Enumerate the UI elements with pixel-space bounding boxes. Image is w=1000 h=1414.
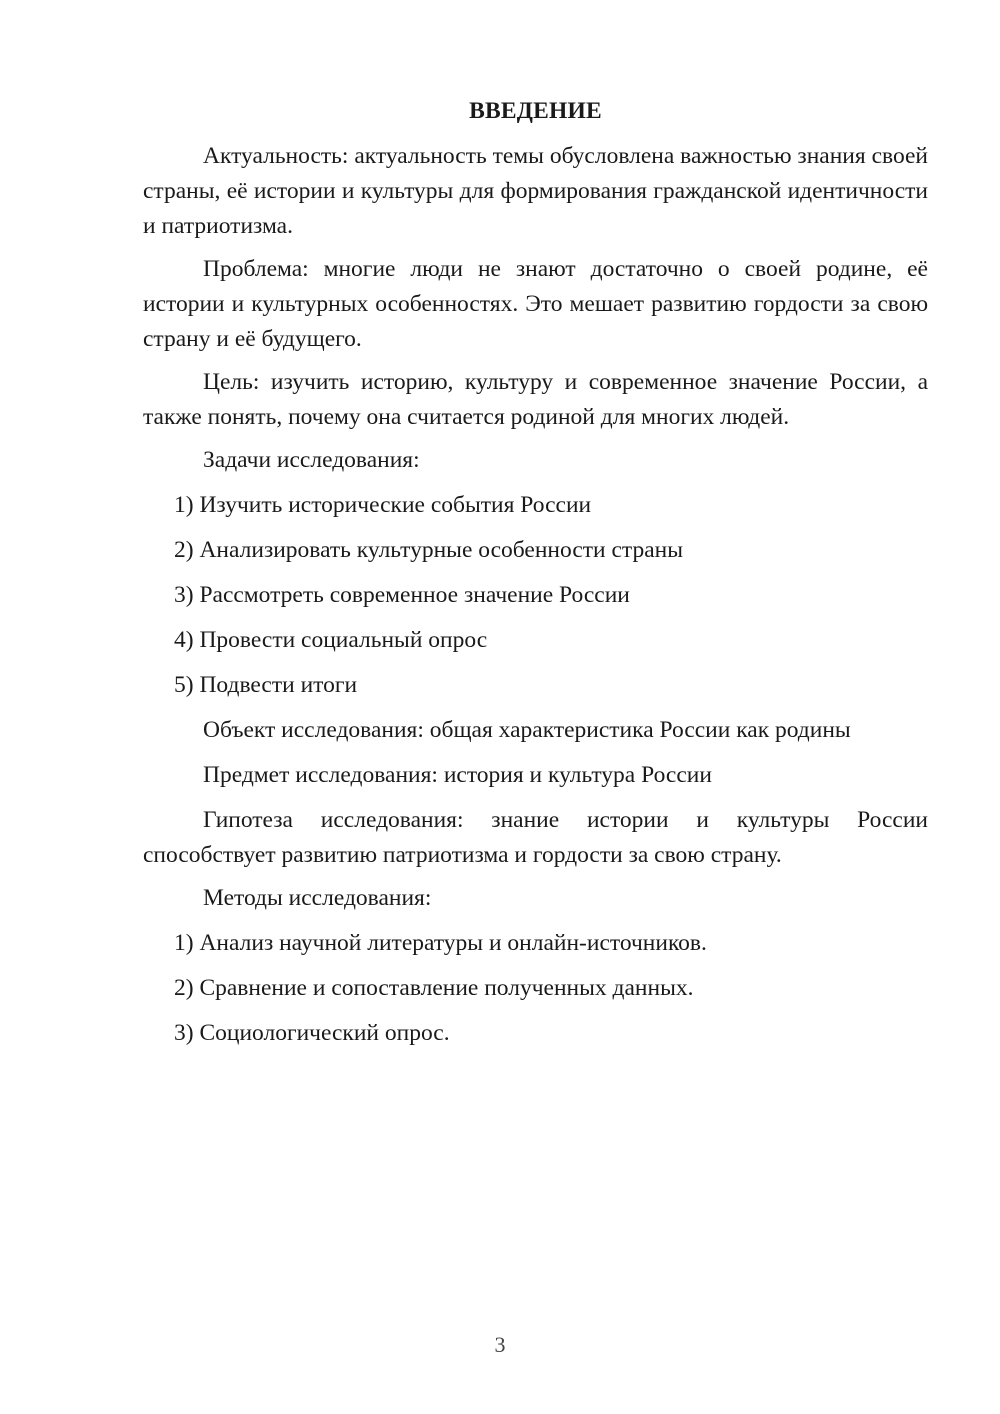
tasks-title: Задачи исследования:	[203, 447, 420, 473]
hypothesis-paragraph: Гипотеза исследования: знание истории и культуры России способствует развитию патриотизма и гордости за свою страну.	[143, 807, 928, 868]
page-content	[143, 95, 928, 1061]
subject-line: Предмет исследования: история и культура России	[203, 762, 712, 788]
section-heading: ВВЕДЕНИЕ	[469, 98, 602, 124]
task-item: 5) Подвести итоги	[174, 672, 358, 698]
task-item: 3) Рассмотреть современное значение России	[174, 582, 630, 608]
method-item: 1) Анализ научной литературы и онлайн-источников.	[174, 930, 707, 956]
goal-paragraph: Цель: изучить историю, культуру и современное значение России, а также понять, почему она считается родиной для многих людей.	[143, 369, 928, 430]
methods-title: Методы исследования:	[203, 885, 432, 911]
method-item: 2) Сравнение и сопоставление полученных данных.	[174, 975, 694, 1001]
methods-list	[143, 926, 928, 1051]
task-item: 1) Изучить исторические события России	[174, 492, 592, 518]
task-item: 4) Провести социальный опрос	[174, 627, 488, 653]
page-number: 3	[494, 1332, 506, 1357]
relevance-paragraph: Актуальность: актуальность темы обусловлена важностью знания своей страны, её истории и культуры для формирования гражданской идентичности и патриотизма.	[143, 143, 928, 239]
method-item: 3) Социологический опрос.	[174, 1020, 450, 1046]
tasks-list	[143, 488, 928, 703]
problem-paragraph: Проблема: многие люди не знают достаточно о своей родине, её истории и культурных особенностях. Это мешает развитию гордости за свою страну и её будущего.	[143, 256, 928, 352]
task-item: 2) Анализировать культурные особенности страны	[174, 537, 684, 563]
object-line: Объект исследования: общая характеристика России как родины	[203, 717, 851, 743]
